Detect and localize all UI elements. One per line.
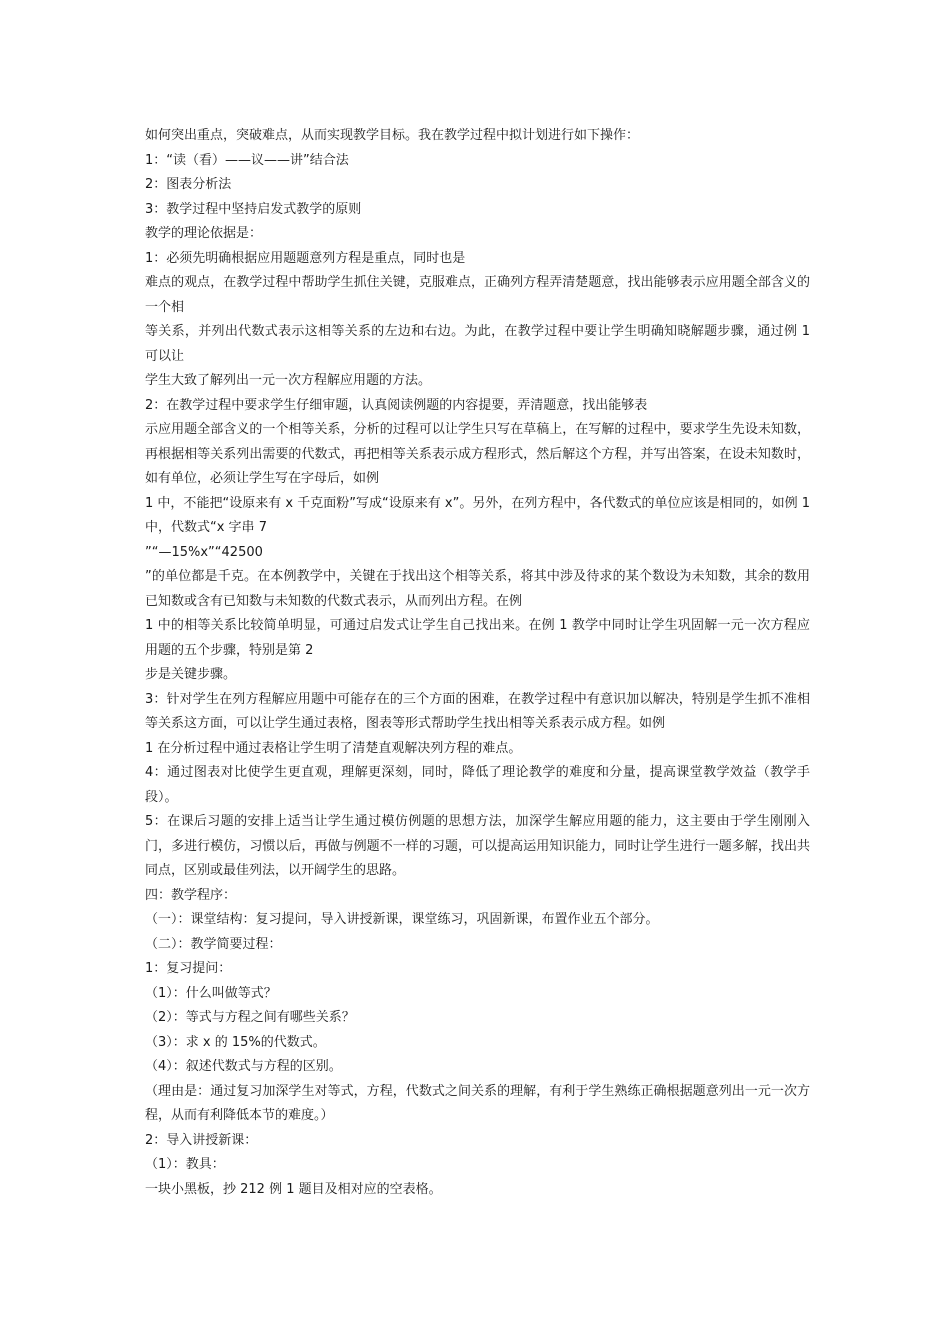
section-heading: 教学的理论依据是： [145, 226, 263, 241]
paragraph: 1 中，不能把“设原来有 x 千克面粉”写成“设原来有 x”。另外，在列方程中，各代数式的单位应该是相同的，如例 1 中，代数式“x 字串 7 [145, 495, 810, 535]
list-item: 1：“读（看）——议——讲”结合法 [145, 152, 349, 168]
list-item: （1）：什么叫做等式？ [145, 985, 277, 1001]
list-item: 2：图表分析法 [145, 177, 232, 192]
paragraph: ”的单位都是千克。在本例教学中，关键在于找出这个相等关系，将其中涉及待求的某个数设为未知数，其余的数用已知数或含有已知数与未知数的代数式表示，从而列出方程。在例 [145, 569, 810, 609]
paragraph: 一块小黑板，抄 212 例 1 题目及相对应的空表格。 [145, 1181, 442, 1197]
paragraph: ”“—15%x”“42500 [145, 544, 263, 560]
list-item: 3：教学过程中坚持启发式教学的原则 [145, 201, 362, 217]
list-item: 5：在课后习题的安排上适当让学生通过模仿例题的思想方法，加深学生解应用题的能力，这主要由于学生刚刚入门，多进行模仿，习惯以后，再做与例题不一样的习题，可以提高运用知识能力，同时让学生进行一题多解，找出共同点，区别或最佳列法，以开阔学生的思路。 [145, 814, 810, 878]
paragraph: 如何突出重点，突破难点，从而实现教学目标。我在教学过程中拟计划进行如下操作： [145, 128, 640, 143]
document-page [145, 124, 810, 1202]
paragraph: （理由是：通过复习加深学生对等式，方程，代数式之间关系的理解，有利于学生熟练正确根据题意列出一元一次方程，从而有利降低本节的难度。） [145, 1083, 810, 1123]
list-item: 2：导入讲授新课： [145, 1132, 258, 1148]
section-heading: 四：教学程序： [145, 887, 237, 903]
list-item: 2：在教学过程中要求学生仔细审题，认真阅读例题的内容提要，弄清题意，找出能够表 [145, 397, 648, 413]
paragraph: 学生大致了解列出一元一次方程解应用题的方法。 [145, 373, 432, 388]
list-item: （4）：叙述代数式与方程的区别。 [145, 1059, 342, 1074]
list-item: 1：复习提问： [145, 961, 232, 976]
list-item: 3：针对学生在列方程解应用题中可能存在的三个方面的困难，在教学过程中有意识加以解决，特别是学生抓不准相等关系这方面，可以让学生通过表格，图表等形式帮助学生找出相等关系表示成方程。如例 [145, 691, 810, 731]
paragraph: 难点的观点，在教学过程中帮助学生抓住关键，克服难点，正确列方程弄清楚题意，找出能够表示应用题全部含义的一个相 [145, 275, 810, 315]
paragraph: 等关系，并列出代数式表示这相等关系的左边和右边。为此，在教学过程中要让学生明确知晓解题步骤，通过例 1 可以让 [145, 324, 810, 364]
paragraph: 步是关键步骤。 [145, 667, 237, 682]
paragraph: 示应用题全部含义的一个相等关系，分析的过程可以让学生只写在草稿上，在写解的过程中，要求学生先设未知数，再根据相等关系列出需要的代数式，再把相等关系表示成方程形式，然后解这个方程，并写出答案，在设未知数时，如有单位，必须让学生写在字母后，如例 [145, 422, 810, 486]
list-item: （3）：求 x 的 15%的代数式。 [145, 1034, 326, 1050]
list-item: （1）：教具： [145, 1157, 225, 1172]
list-item: 4：通过图表对比使学生更直观，理解更深刻，同时，降低了理论教学的难度和分量，提高课堂教学效益（教学手段）。 [145, 765, 810, 805]
paragraph: 1 在分析过程中通过表格让学生明了清楚直观解决列方程的难点。 [145, 740, 522, 756]
list-item: （二）：教学简要过程： [145, 936, 282, 952]
list-item: 1：必须先明确根据应用题题意列方程是重点，同时也是 [145, 250, 466, 266]
paragraph: 1 中的相等关系比较简单明显，可通过启发式让学生自己找出来。在例 1 教学中同时让学生巩固解一元一次方程应用题的五个步骤，特别是第 2 [145, 618, 810, 658]
list-item: （2）：等式与方程之间有哪些关系？ [145, 1010, 355, 1025]
list-item: （一）：课堂结构：复习提问，导入讲授新课，课堂练习，巩固新课，布置作业五个部分。 [145, 912, 659, 927]
